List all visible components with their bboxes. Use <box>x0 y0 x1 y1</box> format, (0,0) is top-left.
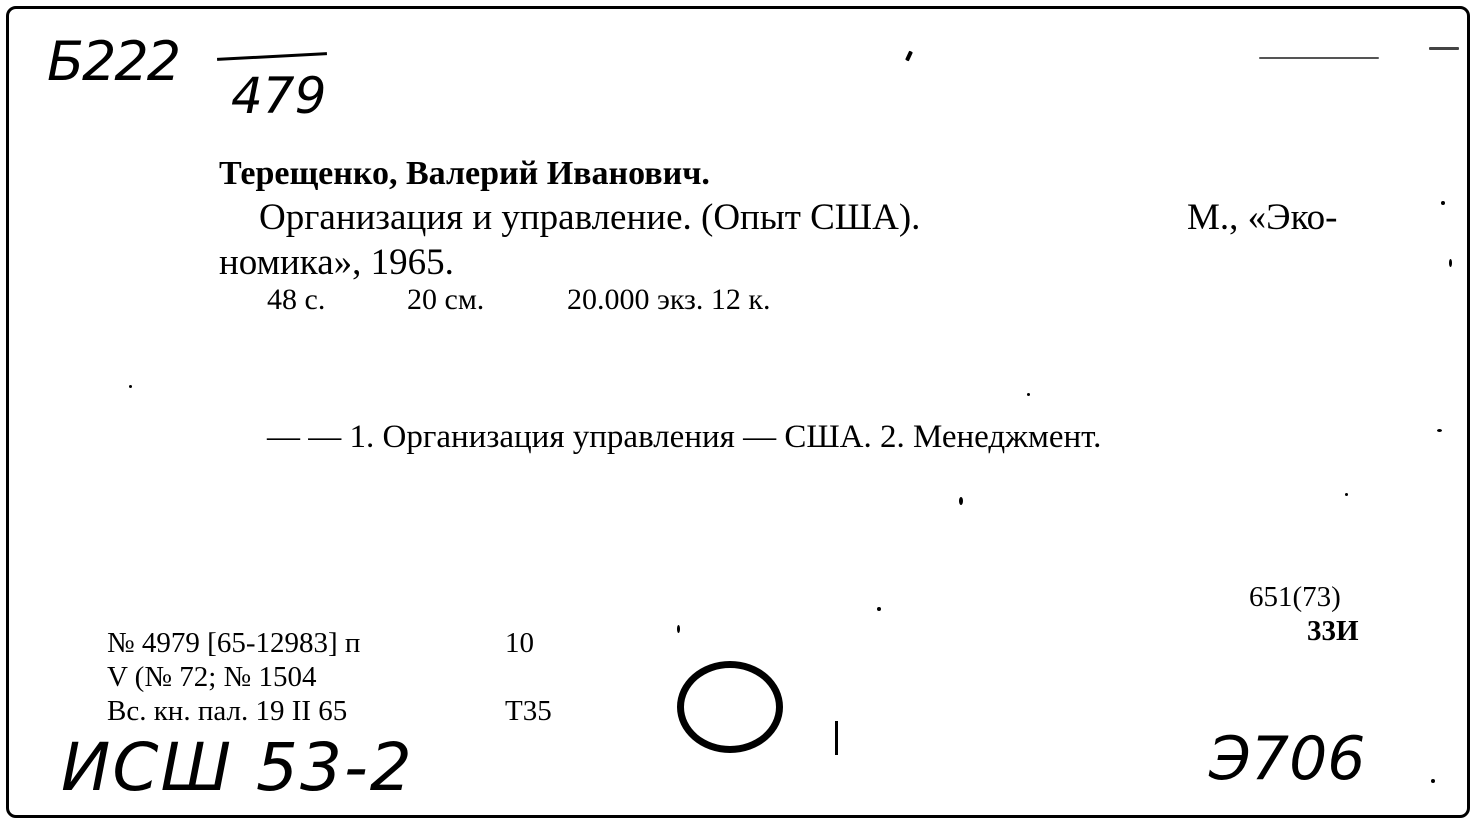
scan-speck <box>1345 493 1348 496</box>
classification-code: 651(73) <box>1249 581 1341 613</box>
handwritten-shelf-mark: ИСШ 53-2 <box>61 729 414 806</box>
title-line-1: Организация и управление. (Опыт США). <box>259 197 921 238</box>
scan-speck <box>959 497 963 505</box>
imprint-line-3-code: Т35 <box>505 695 552 727</box>
scan-speck <box>1431 779 1435 783</box>
handwritten-inventory-mark: Э706 <box>1209 724 1366 794</box>
scan-speck <box>905 51 913 62</box>
imprint-line-1: № 4979 [65-12983] п <box>107 627 361 659</box>
title-line-2: номика», 1965. <box>219 242 454 283</box>
scan-speck <box>1441 201 1445 205</box>
scan-speck <box>1259 57 1379 59</box>
punch-hole <box>677 661 783 753</box>
author-mark: 33И <box>1307 615 1359 647</box>
imprint-line-2: V (№ 72; № 1504 <box>107 661 317 693</box>
scan-speck <box>829 721 838 755</box>
scan-speck <box>129 385 132 388</box>
scan-speck <box>877 607 881 611</box>
imprint-line-3: Вс. кн. пал. 19 II 65 <box>107 695 348 727</box>
scan-speck <box>1437 429 1442 432</box>
scan-speck <box>1429 47 1459 50</box>
subject-headings: — — 1. Организация управления — США. 2. Менеджмент. <box>267 419 1102 455</box>
copies-price: 20.000 экз. 12 к. <box>567 283 771 316</box>
author-heading: Терещенко, Валерий Иванович. <box>219 155 710 192</box>
handwritten-call-number: Б222 <box>47 30 180 93</box>
imprint-line-1-count: 10 <box>505 627 534 659</box>
publisher-line-1: М., «Эко- <box>1187 197 1338 238</box>
handwritten-rule <box>217 52 327 61</box>
scan-speck <box>1449 259 1452 267</box>
size: 20 см. <box>407 283 485 316</box>
scan-speck <box>677 625 680 633</box>
scan-speck <box>1027 393 1030 396</box>
pages: 48 с. <box>267 283 326 316</box>
catalog-card <box>6 6 1470 818</box>
handwritten-call-number-sub: 479 <box>231 67 327 125</box>
